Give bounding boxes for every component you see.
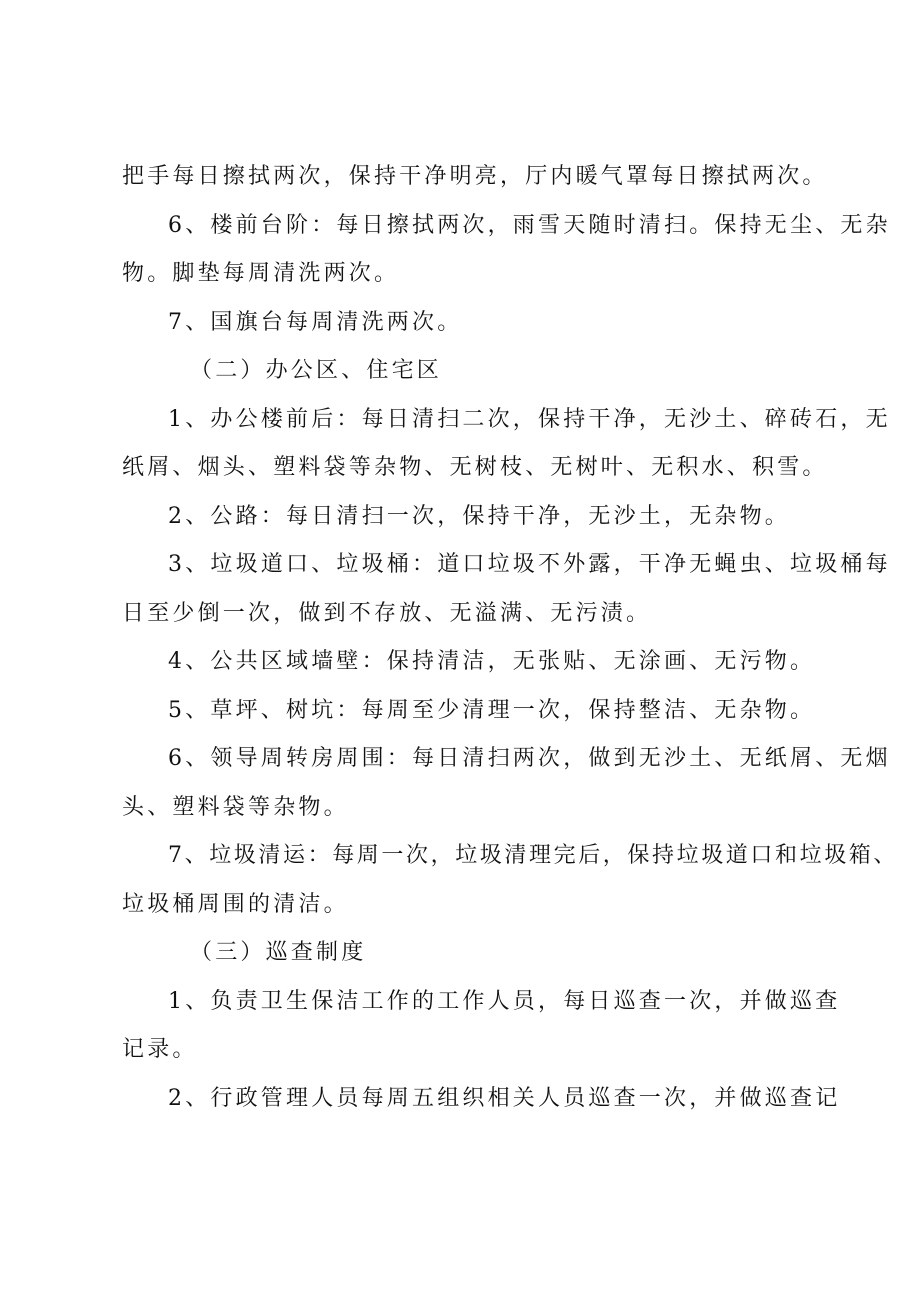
paragraph-line: 4、公共区域墙壁：保持清洁，无张贴、无涂画、无污物。 bbox=[168, 649, 816, 674]
section-heading: （三）巡查制度 bbox=[190, 940, 367, 965]
paragraph-line: 6、楼前台阶：每日擦拭两次，雨雪天随时清扫。保持无尘、无杂 bbox=[168, 213, 891, 238]
paragraph-line: 记录。 bbox=[122, 1037, 198, 1062]
section-heading: （二）办公区、住宅区 bbox=[190, 358, 443, 383]
paragraph-line: 物。脚垫每周清洗两次。 bbox=[122, 261, 400, 286]
paragraph-line: 把手每日擦拭两次，保持干净明亮，厅内暖气罩每日擦拭两次。 bbox=[122, 164, 828, 189]
paragraph-line: 垃圾桶周围的清洁。 bbox=[122, 892, 349, 917]
paragraph-line: 1、负责卫生保洁工作的工作人员，每日巡查一次，并做巡查 bbox=[168, 989, 841, 1014]
paragraph-line: 5、草坪、树坑：每周至少清理一次，保持整洁、无杂物。 bbox=[168, 698, 816, 723]
paragraph-line: 纸屑、烟头、塑料袋等杂物、无树枝、无树叶、无积水、积雪。 bbox=[122, 455, 828, 480]
paragraph-line: 日至少倒一次，做到不存放、无溢满、无污渍。 bbox=[122, 601, 652, 626]
paragraph-line: 7、垃圾清运：每周一次，垃圾清理完后，保持垃圾道口和垃圾箱、 bbox=[168, 843, 898, 868]
paragraph-line: 6、领导周转房周围：每日清扫两次，做到无沙土、无纸屑、无烟 bbox=[168, 746, 891, 771]
paragraph-line: 7、国旗台每周清洗两次。 bbox=[168, 310, 463, 335]
paragraph-line: 头、塑料袋等杂物。 bbox=[122, 795, 349, 820]
paragraph-line: 2、行政管理人员每周五组织相关人员巡查一次，并做巡查记 bbox=[168, 1086, 841, 1111]
paragraph-line: 3、垃圾道口、垃圾桶：道口垃圾不外露，干净无蝇虫、垃圾桶每 bbox=[168, 552, 891, 577]
paragraph-line: 1、办公楼前后：每日清扫二次，保持干净，无沙土、碎砖石，无 bbox=[168, 407, 891, 432]
paragraph-line: 2、公路：每日清扫一次，保持干净，无沙土，无杂物。 bbox=[168, 504, 790, 529]
